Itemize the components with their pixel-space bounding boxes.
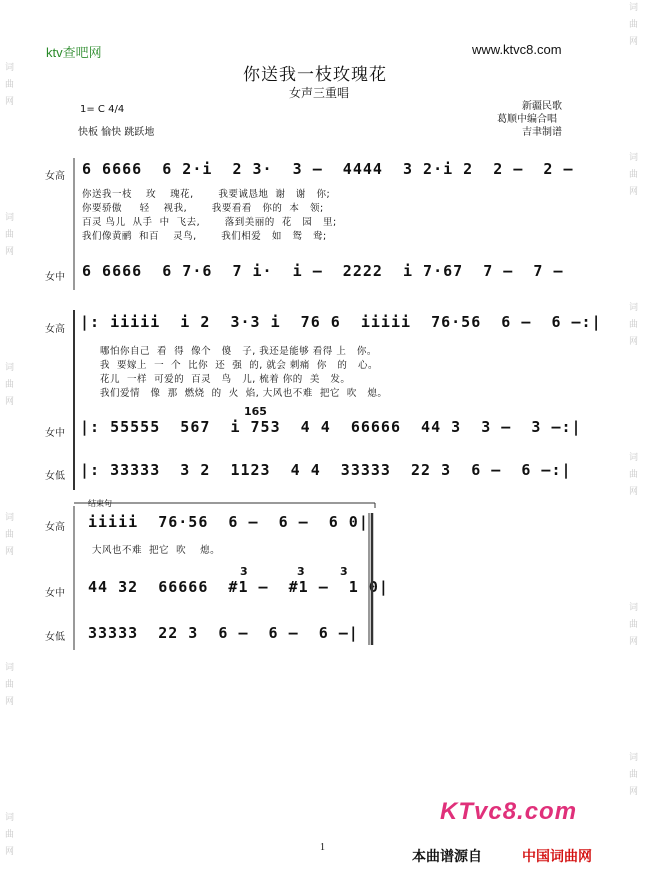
lyric-line-4: 我们像黄鹂 和百 灵鸟, 我们相爱 如 鸳 鸯; bbox=[82, 231, 327, 242]
part-label-bass: 女低 bbox=[45, 471, 65, 482]
key-signature: 1= C 4/4 bbox=[80, 104, 125, 115]
watermark-left-3: 词曲网 bbox=[5, 363, 15, 407]
lyric-line-1: 你送我一枝 玫 瑰花, 我要诚恳地 谢 谢 你; bbox=[82, 189, 331, 200]
watermark-left-6: 词曲网 bbox=[5, 813, 15, 857]
notes-soprano-system3: iiiii 76·56 6 – 6 – 6 0| bbox=[88, 513, 369, 531]
triplet-mark-1: 3 bbox=[240, 565, 248, 578]
watermark-right-2: 词曲网 bbox=[629, 153, 639, 197]
page-number: 1 bbox=[320, 842, 325, 853]
lyric-line-4: 我们爱情 像 那 燃烧 的 火 焰, 大风也不难 把它 吹 熄。 bbox=[100, 388, 388, 399]
site-name: ktv查吧网 bbox=[46, 45, 102, 60]
song-subtitle: 女声三重唱 bbox=[289, 86, 350, 100]
part-label-bass: 女低 bbox=[45, 632, 65, 643]
credit-origin: 新疆民歌 bbox=[522, 101, 562, 112]
part-label-soprano: 女高 bbox=[45, 522, 65, 533]
credit-transcriber: 吉聿制谱 bbox=[522, 127, 562, 138]
credit-arranger: 葛顺中编合唱 bbox=[497, 114, 557, 125]
lyric-line-2: 我 要嫁上 一 个 比你 还 强 的, 就会 刺痛 你 的 心。 bbox=[100, 360, 378, 371]
ktv-logo: KTvc8.com bbox=[440, 798, 578, 825]
part-label-alto: 女中 bbox=[45, 588, 65, 599]
watermark-left-5: 词曲网 bbox=[5, 663, 15, 707]
notes-alto-system3: 44 32 66666 #1 – #1 – 1 0| bbox=[88, 578, 389, 596]
lyric-line-2: 你要骄傲 轻 视我, 我要看看 你的 本 领; bbox=[82, 203, 324, 214]
part-label-soprano: 女高 bbox=[45, 324, 65, 335]
tempo-marking: 快板 愉快 跳跃地 bbox=[78, 127, 155, 138]
notes-soprano-system2: |: iiiii i 2 3·3 i 76 6 iiiii 76·56 6 – 6 –:| bbox=[80, 313, 602, 331]
notes-alto-system1: 6 6666 6 7·6 7 i· i – 2222 i 7·67 7 – 7 – bbox=[82, 262, 564, 280]
source-site-name[interactable]: 中国词曲网 bbox=[522, 849, 592, 865]
part-label-alto: 女中 bbox=[45, 428, 65, 439]
lyric-line-3: 百灵 鸟儿 从手 中 飞去, 落到美丽的 花 园 里; bbox=[82, 217, 337, 228]
watermark-right-6: 词曲网 bbox=[629, 753, 639, 797]
source-prefix: 本曲谱源自 bbox=[412, 849, 482, 865]
watermark-right-5: 词曲网 bbox=[629, 603, 639, 647]
stacked-notes: 165 bbox=[244, 405, 267, 418]
watermark-right-1: 词曲网 bbox=[629, 3, 639, 47]
notes-soprano-system1: 6 6666 6 2·i 2 3· 3 – 4444 3 2·i 2 2 – 2 – bbox=[82, 160, 574, 178]
notes-alto-system2: |: 55555 567 i 753 4 4 66666 44 3 3 – 3 –:| bbox=[80, 418, 582, 436]
watermark-left-2: 词曲网 bbox=[5, 213, 15, 257]
part-label-soprano: 女高 bbox=[45, 171, 65, 182]
part-label-alto: 女中 bbox=[45, 272, 65, 283]
notes-bass-system2: |: 33333 3 2 1123 4 4 33333 22 3 6 – 6 –:| bbox=[80, 461, 572, 479]
watermark-left-1: 词曲网 bbox=[5, 63, 15, 107]
triplet-mark-2: 3 bbox=[297, 565, 305, 578]
song-title: 你送我一枝玫瑰花 bbox=[243, 65, 387, 85]
site-url[interactable]: www.ktvc8.com bbox=[472, 42, 562, 57]
watermark-right-4: 词曲网 bbox=[629, 453, 639, 497]
notes-bass-system3: 33333 22 3 6 – 6 – 6 –| bbox=[88, 624, 359, 642]
watermark-left-4: 词曲网 bbox=[5, 513, 15, 557]
watermark-right-3: 词曲网 bbox=[629, 303, 639, 347]
ending-label: 结束句 bbox=[88, 499, 112, 508]
lyric-ending: 大风也不难 把它 吹 熄。 bbox=[92, 545, 221, 556]
triplet-mark-3: 3 bbox=[340, 565, 348, 578]
lyric-line-1: 哪怕你自己 看 得 像个 傻 子, 我还是能够 看得 上 你。 bbox=[100, 346, 377, 357]
lyric-line-3: 花儿 一样 可爱的 百灵 鸟 儿, 梳着 你的 美 发。 bbox=[100, 374, 351, 385]
